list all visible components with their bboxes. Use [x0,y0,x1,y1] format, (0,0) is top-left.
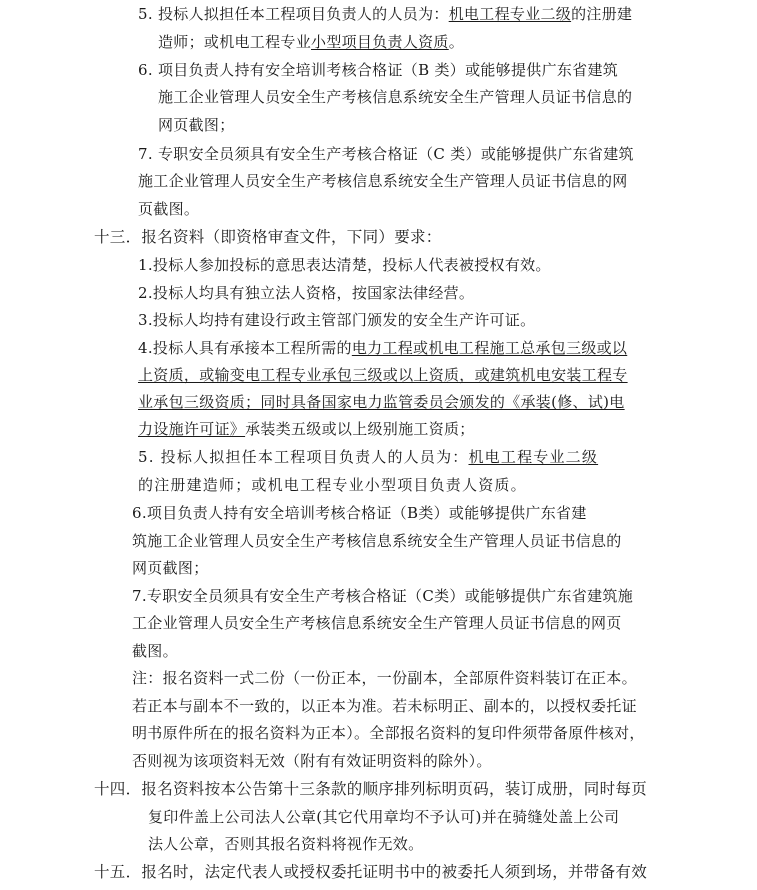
section-13-item-5-line-2: 的注册建造师；或机电工程专业小型项目负责人资质。 [138,476,527,494]
section-13-note-line-1: 注：报名资料一式二份（一份正本，一份副本，全部原件资料装订在正本。 [132,669,637,687]
section-14-line-3: 法人公章，否则其报名资料将视作无效。 [148,835,424,853]
section-13-item-6-line-3: 网页截图； [132,559,209,577]
top-item-5-line-1: 5. 投标人拟担任本工程项目负责人的人员为：机电工程专业二级的注册建 [138,5,633,23]
section-13-item-1: 1.投标人参加投标的意思表达清楚，投标人代表被授权有效。 [138,256,551,274]
section-13-item-6-line-1: 6.项目负责人持有安全培训考核合格证（B类）或能够提供广东省建 [132,504,587,522]
section-13-item-7-line-1: 7.专职安全员须具有安全生产考核合格证（C类）或能够提供广东省建筑施 [132,587,633,605]
section-13-note-line-4: 否则视为该项资料无效（附有有效证明资料的除外）。 [132,752,492,770]
section-13-item-4-line-1: 4.投标人具有承接本工程所需的电力工程或机电工程施工总承包三级或以 [138,339,628,357]
section-13-item-6-line-2: 筑施工企业管理人员安全生产考核信息系统安全生产管理人员证书信息的 [132,532,622,550]
top-item-6-line-2: 施工企业管理人员安全生产考核信息系统安全生产管理人员证书信息的 [158,88,633,106]
top-item-5-line-2: 造师；或机电工程专业小型项目负责人资质。 [158,33,465,51]
top-item-7-line-2: 施工企业管理人员安全生产考核信息系统安全生产管理人员证书信息的网 [138,172,628,190]
top-item-6-line-1: 6. 项目负责人持有安全培训考核合格证（B 类）或能够提供广东省建筑 [138,61,619,79]
section-13-note-line-3: 明书原件所在的报名资料为正本）。全部报名资料的复印件须带备原件核对， [132,724,645,742]
section-13-item-5-line-1: 5. 投标人拟担任本工程项目负责人的人员为：机电工程专业二级 [138,448,599,466]
section-13-note-line-2: 若正本与副本不一致的，以正本为准。若未标明正、副本的，以授权委托证 [132,697,637,715]
section-13-item-2: 2.投标人均具有独立法人资格，按国家法律经营。 [138,284,475,302]
top-item-7-line-3: 页截图。 [138,200,200,218]
section-13-item-4-line-2: 上资质，或输变电工程专业承包三级或以上资质，或建筑机电安装工程专 [138,366,628,384]
top-item-6-line-3: 网页截图； [158,116,235,134]
section-14-line-2: 复印件盖上公司法人公章(其它代用章均不予认可)并在骑缝处盖上公司 [148,808,620,826]
qualification-underline: 机电工程专业二级 [448,5,572,23]
section-13-item-7-line-3: 截图。 [132,642,178,660]
section-13-item-4-line-3: 业承包三级资质；同时具备国家电力监管委员会颁发的《承装(修、试)电 [138,393,625,411]
section-13-item-3: 3.投标人均持有建设行政主管部门颁发的安全生产许可证。 [138,311,536,329]
section-15-line-1: 十五．报名时，法定代表人或授权委托证明书中的被委托人须到场，并带备有效 [94,863,648,881]
section-14-line-1: 十四．报名资料按本公告第十三条款的顺序排列标明页码，装订成册，同时每页 [94,780,648,798]
section-13-heading: 十三．报名资料（即资格审查文件，下同）要求： [94,228,442,246]
section-13-item-4-line-4: 力设施许可证》承装类五级或以上级别施工资质； [138,420,475,438]
top-item-7-line-1: 7. 专职安全员须具有安全生产考核合格证（C 类）或能够提供广东省建筑 [138,145,634,163]
section-13-item-7-line-2: 工企业管理人员安全生产考核信息系统安全生产管理人员证书信息的网页 [132,614,622,632]
